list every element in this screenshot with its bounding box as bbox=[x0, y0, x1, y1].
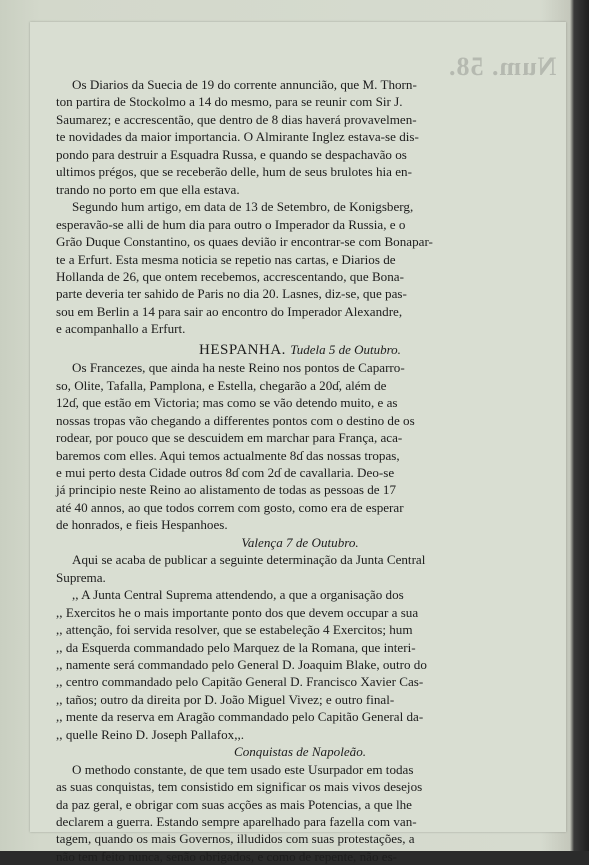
text-line: pondo para destruir a Esquadra Russa, e quando se despachavão os bbox=[56, 146, 407, 162]
text-line: trando no porto em que ella estava. bbox=[56, 181, 240, 197]
text-line: Saumarez; e accrescentão, que dentro de 8 dias haverá provavelmen- bbox=[56, 111, 417, 127]
text-line: rodear, por pouco que se descuidem em marchar para França, aca- bbox=[56, 430, 403, 446]
text-line: nossas tropas vão chegando a differentes pontos com o destino de os bbox=[56, 412, 415, 428]
quote-line: ,, A Junta Central Suprema attendendo, a que a organisação dos bbox=[72, 587, 404, 603]
paragraph-suecia bbox=[56, 76, 544, 198]
text-line: esperavão-se alli de hum dia para outro o Imperador da Russia, e o bbox=[56, 216, 406, 232]
paragraph-conquistas bbox=[56, 761, 544, 865]
quote-line: ,, quelle Reino D. Joseph Pallafox,,. bbox=[56, 726, 245, 742]
quote-line: ,, attenção, foi servida resolver, que se estabeleção 4 Exercitos; hum bbox=[56, 622, 413, 638]
text-line: baremos com elles. Aqui temos actualmente 8ɗ das nossas tropas, bbox=[56, 447, 400, 463]
quote-line: ,, da Esquerda commandado pelo Marquez de la Romana, que interi- bbox=[56, 639, 416, 655]
quote-line: ,, mente da reserva em Aragão commandado pelo Capitão General da- bbox=[56, 709, 424, 725]
paragraph-konigsberg bbox=[56, 198, 544, 338]
text-line: até 40 annos, ao que todos correm com gosto, como era de esperar bbox=[56, 499, 404, 515]
quote-line: ,, namente será commandado pelo General D. Joaquim Blake, outro do bbox=[56, 656, 427, 672]
text-line: ton partira de Stockolmo a 14 do mesmo, para se reunir com Sir J. bbox=[56, 94, 403, 110]
section-dateline: Tudela 5 de Outubro. bbox=[290, 341, 401, 357]
text-line: da paz geral, e obrigar com suas acções as mais Potencias, a que lhe bbox=[56, 796, 412, 812]
quote-line: ,, Exercitos he o mais importante ponto dos que devem occupar a sua bbox=[56, 604, 419, 620]
text-line: Hollanda de 26, que ontem recebemos, accrescentando, que Bona- bbox=[56, 268, 404, 284]
paragraph-valenca-intro bbox=[56, 551, 544, 586]
text-line: as suas conquistas, tem consistido em significar os mais vivos desejos bbox=[56, 779, 423, 795]
text-line: não tem feito nunca, senão obrigados, e como de repente, não es- bbox=[56, 848, 398, 864]
text-line: te a Erfurt. Esta mesma noticia se repetio nas cartas, e Diarios de bbox=[56, 251, 396, 267]
text-line: sou em Berlin a 14 para sair ao encontro do Imperador Alexandre, bbox=[56, 303, 403, 319]
subsection-dateline-valenca bbox=[56, 534, 544, 551]
quote-line: ,, centro commandado pelo Capitão General D. Francisco Xavier Cas- bbox=[56, 674, 424, 690]
text-line: tagem, quando os mais Governos, illudidos com suas protestações, a bbox=[56, 831, 415, 847]
dateline-text: Conquistas de Napoleão. bbox=[233, 744, 367, 760]
text-line: te novidades da maior importancia. O Almirante Inglez estava-se dis- bbox=[56, 129, 419, 145]
article-text bbox=[56, 76, 544, 865]
paragraph-tudela bbox=[56, 359, 544, 534]
text-line: declarem a guerra. Estando sempre aparelhado para fazella com van- bbox=[56, 814, 417, 830]
section-title: HESPANHA. bbox=[199, 341, 286, 358]
text-line: Suprema. bbox=[56, 569, 106, 585]
text-line: 12ɗ, que estão em Victoria; mas como se vão detendo muito, e as bbox=[56, 395, 398, 411]
text-line: já principio neste Reino ao alistamento de todas as pessoas de 17 bbox=[56, 482, 396, 498]
section-heading bbox=[56, 341, 544, 359]
text-line: O methodo constante, de que tem usado este Usurpador em todas bbox=[72, 761, 414, 777]
text-line: Aqui se acaba de publicar a seguinte determinação da Junta Central bbox=[72, 552, 426, 568]
page-number-bleedthrough: Num. 58. bbox=[447, 52, 556, 81]
quote-line: ,, taños; outro da direita por D. João Miguel Vivez; e outro final- bbox=[56, 691, 395, 707]
quoted-decree bbox=[56, 586, 544, 743]
text-line: ultimos prégos, que se receberão delle, hum de seus brulotes hia en- bbox=[56, 164, 412, 180]
subsection-dateline-conquistas bbox=[56, 743, 544, 760]
text-line: e mui perto desta Cidade outros 8ɗ com 2ɗ de cavallaria. Deo-se bbox=[56, 464, 395, 480]
text-line: Grão Duque Constantino, os quaes devião ir encontrar-se com Bonapar- bbox=[56, 234, 433, 250]
text-line: parte deveria ter sahido de Paris no dia 20. Lasnes, diz-se, que pas- bbox=[56, 286, 407, 302]
text-line: de honrados, e fieis Hespanhoes. bbox=[56, 517, 228, 533]
text-line: Segundo hum artigo, em data de 13 de Setembro, de Konigsberg, bbox=[72, 199, 414, 215]
text-line: e acompanhallo a Erfurt. bbox=[56, 321, 186, 337]
text-line: so, Olite, Tafalla, Pamplona, e Estella, chegarão a 20ɗ, além de bbox=[56, 377, 387, 393]
text-line: Os Francezes, que ainda ha neste Reino nos pontos de Caparro- bbox=[72, 360, 405, 376]
dateline-text: Valença 7 de Outubro. bbox=[241, 534, 359, 550]
text-line: Os Diarios da Suecia de 19 do corrente annuncião, que M. Thorn- bbox=[72, 77, 417, 92]
